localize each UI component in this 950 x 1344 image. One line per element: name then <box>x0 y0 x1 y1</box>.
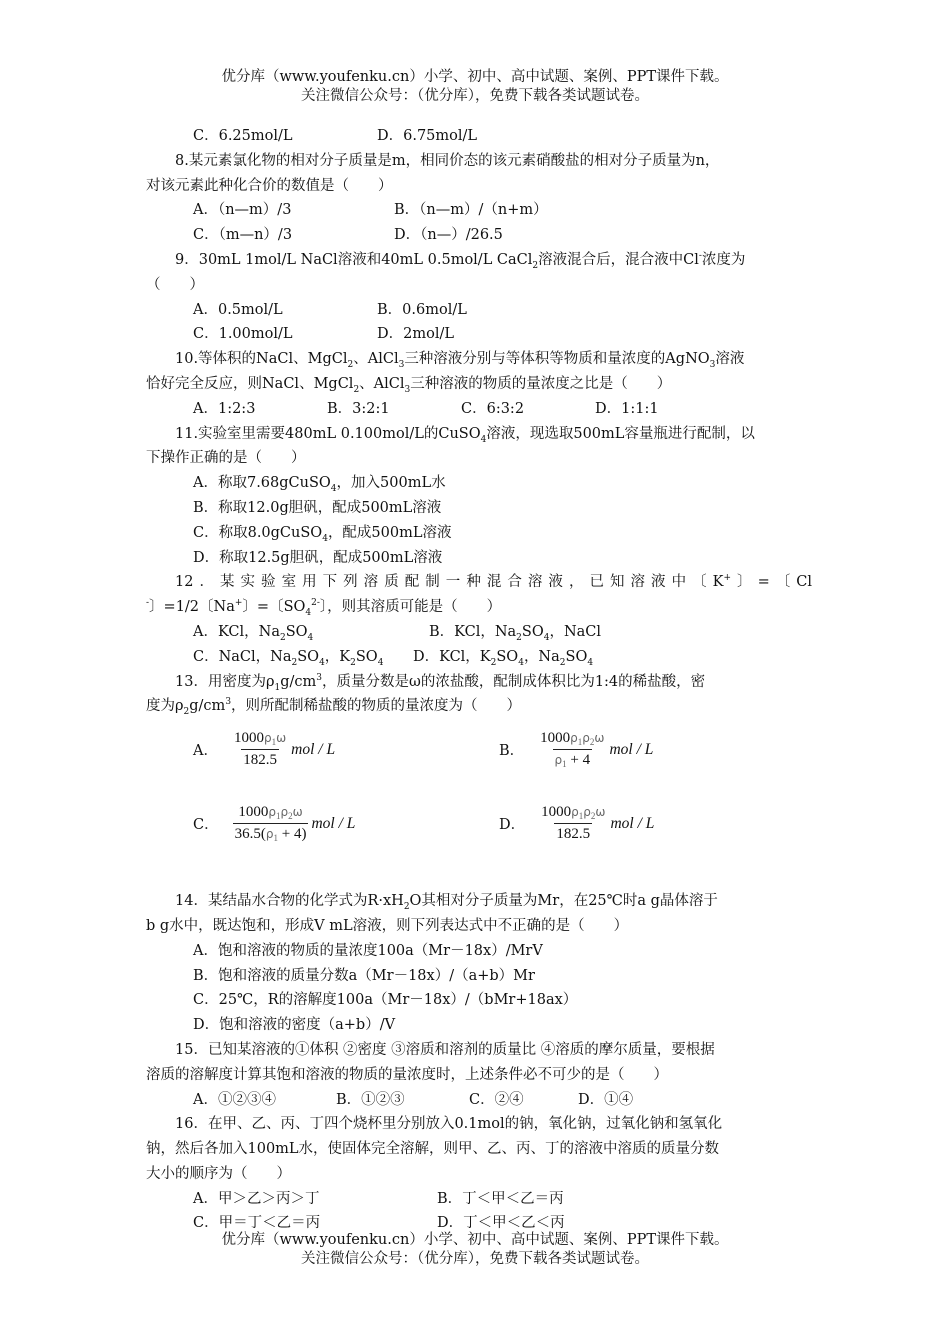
q8-options-cd <box>146 223 812 248</box>
q12-stem-line-1: 12．某实验室用下列溶质配制一种混合溶液，已知溶液中〔K+〕=〔Cl <box>175 573 813 591</box>
q11-option-b: B．称取12.0g胆矾，配成500mL溶液 <box>193 499 442 516</box>
q11-option-d: D．称取12.5g胆矾，配成500mL溶液 <box>193 549 443 566</box>
q12-options-cd <box>146 645 812 670</box>
q8-option-b: B．（n—m）/（n+m） <box>394 202 548 219</box>
header-line-1: 优分库（www.youfenku.cn）小学、初中、高中试题、案例、PPT课件下载。 <box>221 69 729 85</box>
q8-stem-line-2: 对该元素此种化合价的数值是（ ） <box>146 177 393 194</box>
q9-option-d: D．2mol/L <box>377 326 454 343</box>
q13-option-c-fraction: $\frac{1000\rho_1\rho_2\omega}{36.5(\rho_1 + 4)}$ <box>234 804 307 844</box>
q8-stem-line-1: 8.某元素氯化物的相对分子质量是m，相同价态的该元素硝酸盐的相对分子质量为n， <box>175 152 720 169</box>
q14-option-a: A．饱和溶液的物质的量浓度100a（Mr－18x）/MrV <box>193 942 543 959</box>
q12-option-b: B．KCl，$Na_2SO_4$，NaCl <box>429 623 602 643</box>
q15-stem-line-1: 15．已知某溶液的①体积 ②密度 ③溶质和溶剂的质量比 ④溶质的摩尔质量，要根据 <box>175 1041 715 1058</box>
q9-option-b: B．0.6mol/L <box>377 301 467 318</box>
q13-option-d-fraction: $\frac{1000\rho_1\rho_2\omega}{182.5}$ <box>541 804 606 843</box>
q12-option-a: A．KCl，$Na_2SO_4$ <box>193 623 314 643</box>
page-header <box>0 68 950 106</box>
q16-options-ab <box>146 1187 812 1212</box>
q13-option-c: C． $\frac{1000\rho_1\rho_2\omega}{36.5(\rho_1 + 4)}$ mol / L <box>193 804 356 844</box>
q11-option-c: C．称取8.0gCuSO$_4$，配成500mL溶液 <box>193 524 452 544</box>
q9-stem-line-2: （ ） <box>146 276 204 293</box>
q8-option-d: D．（n—）/26.5 <box>394 227 503 244</box>
q9-options-ab <box>146 298 812 323</box>
q9-option-a: A．0.5mol/L <box>193 301 283 318</box>
q13-option-d: D． $\frac{1000\rho_1\rho_2\omega}{182.5}$ mol / L <box>499 804 655 843</box>
q14-option-d: D．饱和溶液的密度（a+b）/V <box>193 1017 396 1034</box>
q16-option-a: A．甲＞乙＞丙＞丁 <box>193 1190 320 1207</box>
q12-option-c: C．NaCl，$Na_2SO_4$，$K_2SO_4$ <box>193 648 384 668</box>
q10-options <box>146 397 812 422</box>
q16-option-b: B．丁＜甲＜乙＝丙 <box>437 1190 564 1207</box>
q13-option-b-fraction: $\frac{1000\rho_1\rho_2\omega}{\rho_1 + 4}$ <box>540 730 605 770</box>
q14-option-b: B．饱和溶液的质量分数a（Mr－18x）/（a+b）Mr <box>193 967 535 984</box>
q14-option-c: C．25℃，R的溶解度100a（Mr－18x）/（bMr+18ax） <box>193 992 578 1009</box>
q11-stem-line-1: 11.实验室里需要480mL 0.100mol/L的CuSO$_4$溶液，现选取500mL容量瓶进行配制，以 <box>175 425 755 445</box>
q13-option-b: B． $\frac{1000\rho_1\rho_2\omega}{\rho_1 + 4}$ mol / L <box>499 730 654 770</box>
q16-stem-line-1: 16．在甲、乙、丙、丁四个烧杯里分别放入0.1mol的钠，氧化钠，过氧化钠和氢氧化 <box>175 1116 723 1133</box>
q13-stem-line-2: 度为$\rho_2g/cm^3$，则所配制稀盐酸的物质的量浓度为（ ） <box>146 697 522 718</box>
q9-option-c: C．1.00mol/L <box>193 326 293 343</box>
q12-options-ab <box>146 620 812 645</box>
exam-content <box>146 124 812 1236</box>
header-line-2: 关注微信公众号：（优分库），免费下载各类试题试卷。 <box>301 88 649 104</box>
footer-line-2: 关注微信公众号：（优分库），免费下载各类试题试卷。 <box>301 1251 649 1267</box>
q10-stem-line-2: 恰好完全反应，则NaCl、MgCl$_2$、AlCl$_3$三种溶液的物质的量浓度之比是（ ） <box>146 375 672 395</box>
footer-line-1: 优分库（www.youfenku.cn）小学、初中、高中试题、案例、PPT课件下载。 <box>221 1232 729 1248</box>
q7-option-c: C．6.25mol/L <box>193 128 293 144</box>
q10-option-a: A．1:2:3 <box>193 400 256 417</box>
q15-option-b: B．①②③ <box>336 1091 405 1108</box>
q10-stem-line-1: 10.等体积的NaCl、MgCl$_2$、AlCl$_3$三种溶液分别与等体积等物质和量浓度的AgNO$_3$溶液 <box>175 351 745 371</box>
q16-option-c: C．甲＝丁＜乙＝丙 <box>193 1215 321 1232</box>
q16-stem-line-3: 大小的顺序为（ ） <box>146 1165 291 1182</box>
q13-option-a-fraction: $\frac{1000\rho_1\omega}{182.5}$ <box>233 730 287 769</box>
page-footer <box>0 1231 950 1269</box>
q13-option-a: A． $\frac{1000\rho_1\omega}{182.5}$ mol / L <box>193 730 336 769</box>
q15-option-a: A．①②③④ <box>193 1091 276 1108</box>
q13-options-cd <box>146 804 812 878</box>
q10-option-b: B．3:2:1 <box>327 400 390 417</box>
q7-options-cd <box>146 124 812 149</box>
q15-stem-line-2: 溶质的溶解度计算其饱和溶液的物质的量浓度时，上述条件必不可少的是（ ） <box>146 1066 668 1083</box>
q11-stem-line-2: 下操作正确的是（ ） <box>146 450 306 467</box>
q8-option-c: C．（m—n）/3 <box>193 227 293 244</box>
q12-option-d: D．KCl，$K_2SO_4$，$Na_2SO_4$ <box>413 648 594 668</box>
q11-option-a: A．称取7.68gCuSO$_4$，加入500mL水 <box>193 475 446 495</box>
q9-stem-line-1: 9．30mL 1mol/L NaCl溶液和40mL 0.5mol/L CaCl$_2$溶液混合后，混合液中Cl-浓度为 <box>175 251 746 271</box>
q16-option-d: D．丁＜甲＜乙＜丙 <box>437 1215 565 1232</box>
q8-options-ab <box>146 198 812 223</box>
q13-stem-line-1: 13．用密度为$\rho_1g/cm^3$，质量分数是ω的浓盐酸，配制成体积比为1:4的稀盐酸，密 <box>175 672 706 693</box>
q13-options-ab <box>146 730 812 804</box>
q10-option-c: C．6:3:2 <box>461 400 525 417</box>
q8-option-a: A．（n—m）/3 <box>193 202 292 219</box>
q7-option-d: D．6.75mol/L <box>377 128 478 144</box>
q15-options <box>146 1088 812 1113</box>
q16-stem-line-2: 钠，然后各加入100mL水，使固体完全溶解，则甲、乙、丙、丁的溶液中溶质的质量分数 <box>146 1141 720 1158</box>
q10-option-d: D．1:1:1 <box>595 400 659 417</box>
q9-options-cd <box>146 322 812 347</box>
q14-stem-line-1: 14．某结晶水合物的化学式为$R\cdot xH_2O$其相对分子质量为Mr，在25℃时a g晶体溶于 <box>175 893 718 913</box>
q15-option-d: D．①④ <box>578 1091 634 1108</box>
q14-stem-line-2: b g水中，既达饱和，形成V mL溶液，则下列表达式中不正确的是（ ） <box>146 917 629 934</box>
q15-option-c: C．②④ <box>469 1091 524 1108</box>
q12-stem-line-2: -〕=1/2〔Na+〕=〔$SO_4^{2-}$〕，则其溶质可能是（ ） <box>146 598 502 619</box>
